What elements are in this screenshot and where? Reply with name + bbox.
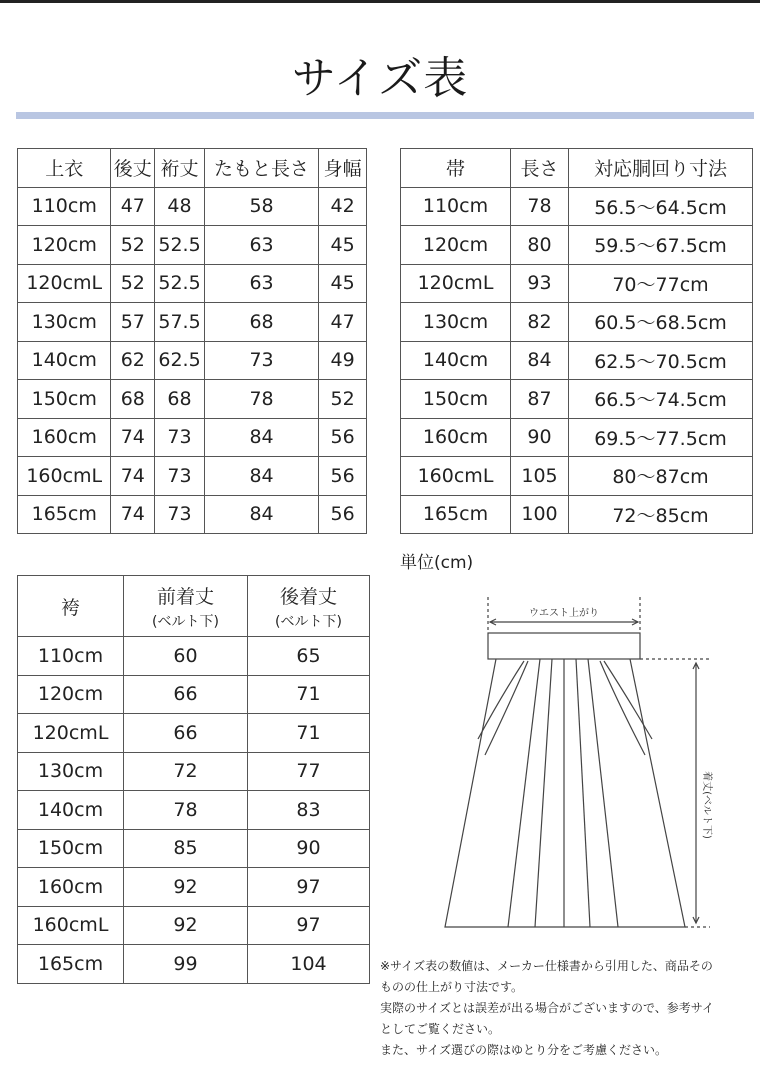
value-cell: 63 <box>204 226 318 265</box>
note-line: また、サイズ選びの際はゆとり分をご考慮ください。 <box>380 1043 668 1057</box>
table-row <box>18 341 367 380</box>
pleat <box>508 659 540 927</box>
value-cell: 87 <box>511 380 569 419</box>
pleat <box>588 659 618 927</box>
value-cell: 62 <box>111 341 155 380</box>
belt-band <box>488 633 640 659</box>
pleat <box>576 659 590 927</box>
value-cell: 66.5〜74.5cm <box>569 380 753 419</box>
value-cell: 73 <box>204 341 318 380</box>
notes <box>380 956 760 1061</box>
table-row <box>18 945 370 984</box>
header-cell: 前着丈 (ベルト下) <box>124 576 248 637</box>
size-cell: 165cm <box>18 495 111 534</box>
value-cell: 84 <box>511 341 569 380</box>
waist-label: ウエスト上がり <box>529 608 599 619</box>
value-cell: 73 <box>155 418 205 457</box>
page-title: サイズ表 <box>291 53 469 104</box>
value-cell: 78 <box>204 380 318 419</box>
value-cell: 92 <box>124 868 248 907</box>
value-cell: 82 <box>511 303 569 342</box>
size-cell: 160cm <box>18 418 111 457</box>
size-cell: 160cmL <box>18 457 111 496</box>
size-cell: 150cm <box>18 380 111 419</box>
value-cell: 74 <box>111 457 155 496</box>
value-cell: 80〜87cm <box>569 457 753 496</box>
value-cell: 99 <box>124 945 248 984</box>
value-cell: 52 <box>319 380 367 419</box>
table-row <box>18 906 370 945</box>
table-row <box>401 264 753 303</box>
table-row <box>18 495 367 534</box>
header-cell: 対応胴回り寸法 <box>569 149 753 188</box>
value-cell: 104 <box>248 945 370 984</box>
table-row <box>18 303 367 342</box>
value-cell: 42 <box>319 187 367 226</box>
value-cell: 52 <box>111 226 155 265</box>
size-cell: 140cm <box>18 791 124 830</box>
table-row <box>18 264 367 303</box>
size-cell: 160cm <box>401 418 511 457</box>
value-cell: 47 <box>319 303 367 342</box>
table-row <box>401 380 753 419</box>
table-row <box>18 187 367 226</box>
value-cell: 56 <box>319 457 367 496</box>
table-body <box>18 637 370 984</box>
size-cell: 110cm <box>18 187 111 226</box>
table-row <box>401 226 753 265</box>
table-row <box>18 791 370 830</box>
size-cell: 160cmL <box>18 906 124 945</box>
value-cell: 90 <box>248 829 370 868</box>
note-line: としてご覧ください。 <box>380 1022 501 1036</box>
value-cell: 52.5 <box>155 264 205 303</box>
table-header-row <box>18 576 370 637</box>
hakama-diagram <box>440 585 740 935</box>
top-rule <box>0 0 760 3</box>
value-cell: 57 <box>111 303 155 342</box>
size-cell: 120cmL <box>18 264 111 303</box>
obi-size-table <box>400 148 753 534</box>
top-size-table <box>17 148 367 534</box>
value-cell: 97 <box>248 906 370 945</box>
value-cell: 74 <box>111 495 155 534</box>
table-row <box>18 380 367 419</box>
value-cell: 84 <box>204 495 318 534</box>
size-cell: 130cm <box>401 303 511 342</box>
value-cell: 73 <box>155 457 205 496</box>
note-line: ※サイズ表の数値は、メーカー仕様書から引用した、商品その <box>380 959 713 973</box>
value-cell: 52 <box>111 264 155 303</box>
value-cell: 57.5 <box>155 303 205 342</box>
value-cell: 70〜77cm <box>569 264 753 303</box>
size-cell: 120cm <box>18 675 124 714</box>
size-cell: 110cm <box>18 637 124 676</box>
size-cell: 120cmL <box>18 714 124 753</box>
value-cell: 83 <box>248 791 370 830</box>
table-row <box>18 829 370 868</box>
value-cell: 65 <box>248 637 370 676</box>
value-cell: 52.5 <box>155 226 205 265</box>
value-cell: 78 <box>124 791 248 830</box>
skirt-outline <box>445 659 685 927</box>
header-cell: たもと長さ <box>204 149 318 188</box>
header-cell: 後丈 <box>111 149 155 188</box>
table-row <box>18 226 367 265</box>
value-cell: 74 <box>111 418 155 457</box>
pleat <box>535 659 552 927</box>
header-cell: 帯 <box>401 149 511 188</box>
table-row <box>401 495 753 534</box>
table-body <box>18 187 367 534</box>
pocket-right-inner <box>600 661 645 755</box>
table-row <box>401 418 753 457</box>
table-row <box>401 341 753 380</box>
table-row <box>18 457 367 496</box>
length-label: 着丈(ベルト下) <box>701 771 712 839</box>
value-cell: 100 <box>511 495 569 534</box>
value-cell: 60.5〜68.5cm <box>569 303 753 342</box>
size-cell: 130cm <box>18 303 111 342</box>
title-underline <box>16 112 754 119</box>
value-cell: 85 <box>124 829 248 868</box>
value-cell: 90 <box>511 418 569 457</box>
value-cell: 56 <box>319 495 367 534</box>
value-cell: 93 <box>511 264 569 303</box>
value-cell: 71 <box>248 714 370 753</box>
note-line: ものの仕上がり寸法です。 <box>380 980 524 994</box>
value-cell: 63 <box>204 264 318 303</box>
size-cell: 150cm <box>401 380 511 419</box>
table-header-row <box>18 149 367 188</box>
table-row <box>18 418 367 457</box>
value-cell: 58 <box>204 187 318 226</box>
size-cell: 165cm <box>401 495 511 534</box>
table-row <box>18 714 370 753</box>
value-cell: 47 <box>111 187 155 226</box>
value-cell: 60 <box>124 637 248 676</box>
value-cell: 68 <box>204 303 318 342</box>
value-cell: 66 <box>124 675 248 714</box>
header-cell: 後着丈 (ベルト下) <box>248 576 370 637</box>
header-cell: 袴 <box>18 576 124 637</box>
hakama-size-table <box>17 575 370 984</box>
value-cell: 56 <box>319 418 367 457</box>
size-cell: 160cmL <box>401 457 511 496</box>
value-cell: 48 <box>155 187 205 226</box>
pocket-left <box>478 661 524 739</box>
size-cell: 120cmL <box>401 264 511 303</box>
value-cell: 105 <box>511 457 569 496</box>
header-cell: 長さ <box>511 149 569 188</box>
value-cell: 71 <box>248 675 370 714</box>
value-cell: 68 <box>111 380 155 419</box>
value-cell: 69.5〜77.5cm <box>569 418 753 457</box>
value-cell: 68 <box>155 380 205 419</box>
size-cell: 120cm <box>401 226 511 265</box>
table-row <box>401 187 753 226</box>
table-row <box>401 303 753 342</box>
note-line: 実際のサイズとは誤差が出る場合がございますので、参考サイ <box>380 1001 714 1015</box>
table-row <box>18 637 370 676</box>
value-cell: 77 <box>248 752 370 791</box>
size-cell: 160cm <box>18 868 124 907</box>
table-header-row <box>401 149 753 188</box>
header-cell: 裄丈 <box>155 149 205 188</box>
header-cell: 身幅 <box>319 149 367 188</box>
pocket-left-inner <box>485 661 528 755</box>
unit-label: 単位(cm) <box>400 553 474 573</box>
table-body <box>401 187 753 534</box>
value-cell: 84 <box>204 457 318 496</box>
table-row <box>401 457 753 496</box>
value-cell: 66 <box>124 714 248 753</box>
value-cell: 80 <box>511 226 569 265</box>
table-row <box>18 868 370 907</box>
size-cell: 140cm <box>18 341 111 380</box>
value-cell: 62.5〜70.5cm <box>569 341 753 380</box>
value-cell: 78 <box>511 187 569 226</box>
value-cell: 72 <box>124 752 248 791</box>
size-cell: 165cm <box>18 945 124 984</box>
size-cell: 150cm <box>18 829 124 868</box>
table-row <box>18 752 370 791</box>
value-cell: 92 <box>124 906 248 945</box>
size-cell: 110cm <box>401 187 511 226</box>
value-cell: 72〜85cm <box>569 495 753 534</box>
size-cell: 140cm <box>401 341 511 380</box>
value-cell: 45 <box>319 264 367 303</box>
value-cell: 45 <box>319 226 367 265</box>
value-cell: 56.5〜64.5cm <box>569 187 753 226</box>
size-cell: 120cm <box>18 226 111 265</box>
size-cell: 130cm <box>18 752 124 791</box>
header-cell: 上衣 <box>18 149 111 188</box>
pocket-right <box>604 661 652 739</box>
value-cell: 62.5 <box>155 341 205 380</box>
value-cell: 73 <box>155 495 205 534</box>
table-row <box>18 675 370 714</box>
value-cell: 59.5〜67.5cm <box>569 226 753 265</box>
value-cell: 84 <box>204 418 318 457</box>
value-cell: 49 <box>319 341 367 380</box>
value-cell: 97 <box>248 868 370 907</box>
